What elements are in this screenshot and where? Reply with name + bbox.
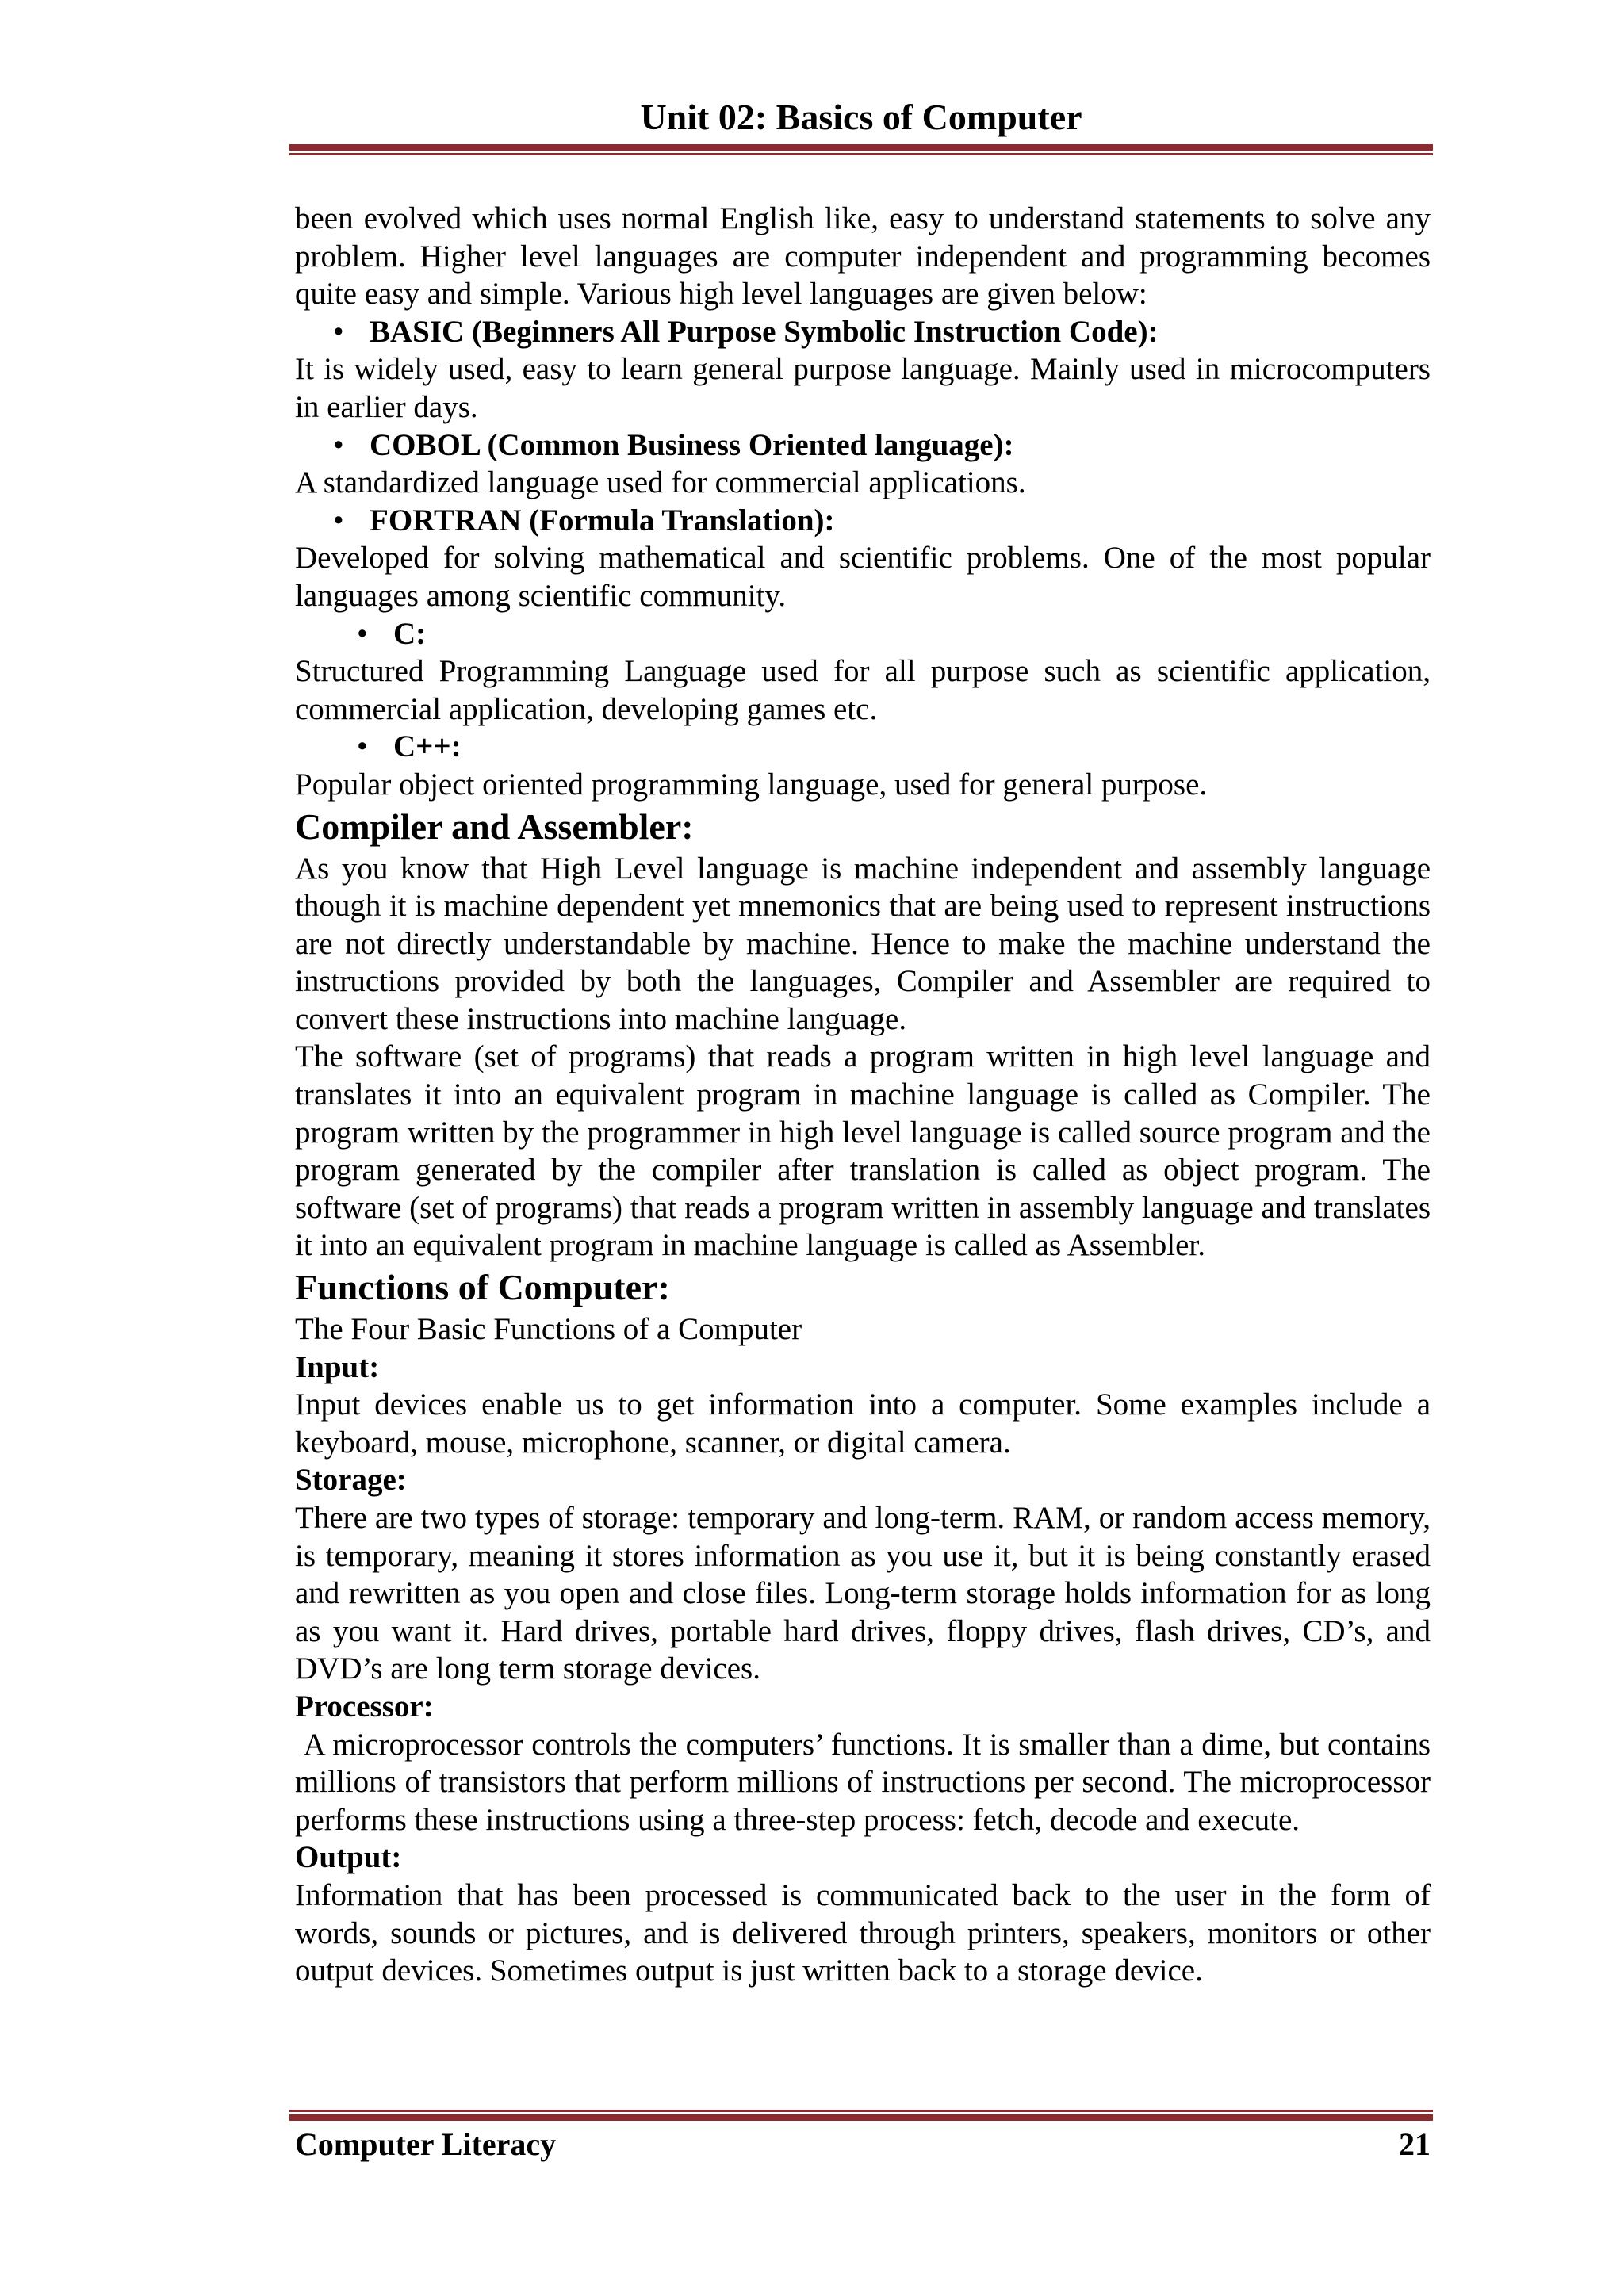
function-processor-text: A microprocessor controls the computers’ functions. It is smaller than a dime, but contains millions of transistors that perform millions of instructions per second. The microprocessor performs these instructions using a three-step process: fetch, decode and execute. — [295, 1727, 1438, 1837]
language-c-title: • C: — [295, 615, 1431, 653]
functions-intro: The Four Basic Functions of a Computer — [295, 1312, 802, 1347]
function-input-title: Input: — [295, 1349, 380, 1384]
language-fortran-title: • FORTRAN (Formula Translation): — [295, 502, 1431, 540]
function-input-text: Input devices enable us to get information into a computer. Some examples include a keyboard, mouse, microphone, scanner, or digital camera. — [295, 1387, 1431, 1460]
language-cpp-title: • C++: — [295, 728, 1431, 766]
footer-rule-thin — [289, 2110, 1433, 2112]
language-c-desc: Structured Programming Language used for all purpose such as scientific application, commercial application, developing games etc. — [295, 654, 1431, 726]
language-basic-title: • BASIC (Beginners All Purpose Symbolic Instruction Code): — [295, 313, 1431, 351]
page-header-title: Unit 02: Basics of Computer — [640, 97, 1082, 137]
compiler-paragraph-1: As you know that High Level language is machine independent and assembly language though it is machine dependent yet mnemonics that are being used to represent instructions are not directly understandable by machine. Hence to make the machine understand the instructions provided by both the languages, Compiler and Assembler are required to convert these instructions into machine language. — [295, 851, 1431, 1036]
footer-book-title: Computer Literacy — [295, 2126, 557, 2162]
footer-rule-thick — [289, 2114, 1433, 2121]
language-basic-desc: It is widely used, easy to learn general purpose language. Mainly used in microcomputers in earlier days. — [295, 352, 1431, 424]
header-rule-thick — [289, 144, 1433, 151]
language-cobol-desc: A standardized language used for commercial applications. — [295, 465, 1026, 500]
function-output-text: Information that has been processed is communicated back to the user in the form of words, sounds or pictures, and is delivered through printers, speakers, monitors or other output devices. Sometimes output is just written back to a storage device. — [295, 1877, 1431, 1988]
page-content — [295, 200, 1438, 1990]
footer-page-number: 21 — [1399, 2126, 1431, 2162]
intro-paragraph: been evolved which uses normal English like, easy to understand statements to solve any problem. Higher level languages are computer independent and programming becomes quite easy and simple. Various high level languages are given below: — [295, 201, 1431, 312]
footer-rule — [289, 2110, 1433, 2121]
header-rule — [289, 144, 1433, 155]
function-processor-title: Processor: — [295, 1689, 434, 1724]
function-output-title: Output: — [295, 1840, 402, 1875]
functions-heading: Functions of Computer: — [295, 1267, 670, 1308]
function-storage-text: There are two types of storage: temporary and long-term. RAM, or random access memory, is temporary, meaning it stores information as you use it, but it is being constantly erased and rewritten as you open and close files. Long-term storage holds information for as long as you want it. Hard drives, portable hard drives, floppy drives, flash drives, CD’s, and DVD’s are long term storage devices. — [295, 1501, 1431, 1686]
compiler-heading: Compiler and Assembler: — [295, 806, 694, 847]
language-cpp-desc: Popular object oriented programming language, used for general purpose. — [295, 767, 1208, 802]
function-storage-title: Storage: — [295, 1463, 407, 1498]
header-rule-thin — [289, 153, 1433, 155]
compiler-paragraph-2: The software (set of programs) that reads a program written in high level language and translates it into an equivalent program in machine language is called as Compiler. The program written by the programmer in high level language is called source program and the program generated by the compiler after translation is called as object program. The software (set of programs) that reads a program written in assembly language and translates it into an equivalent program in machine language is called as Assembler. — [295, 1039, 1431, 1263]
page-footer — [295, 2125, 1431, 2164]
language-fortran-desc: Developed for solving mathematical and scientific problems. One of the most popular languages among scientific community. — [295, 541, 1431, 613]
language-cobol-title: • COBOL (Common Business Oriented language): — [295, 427, 1431, 465]
